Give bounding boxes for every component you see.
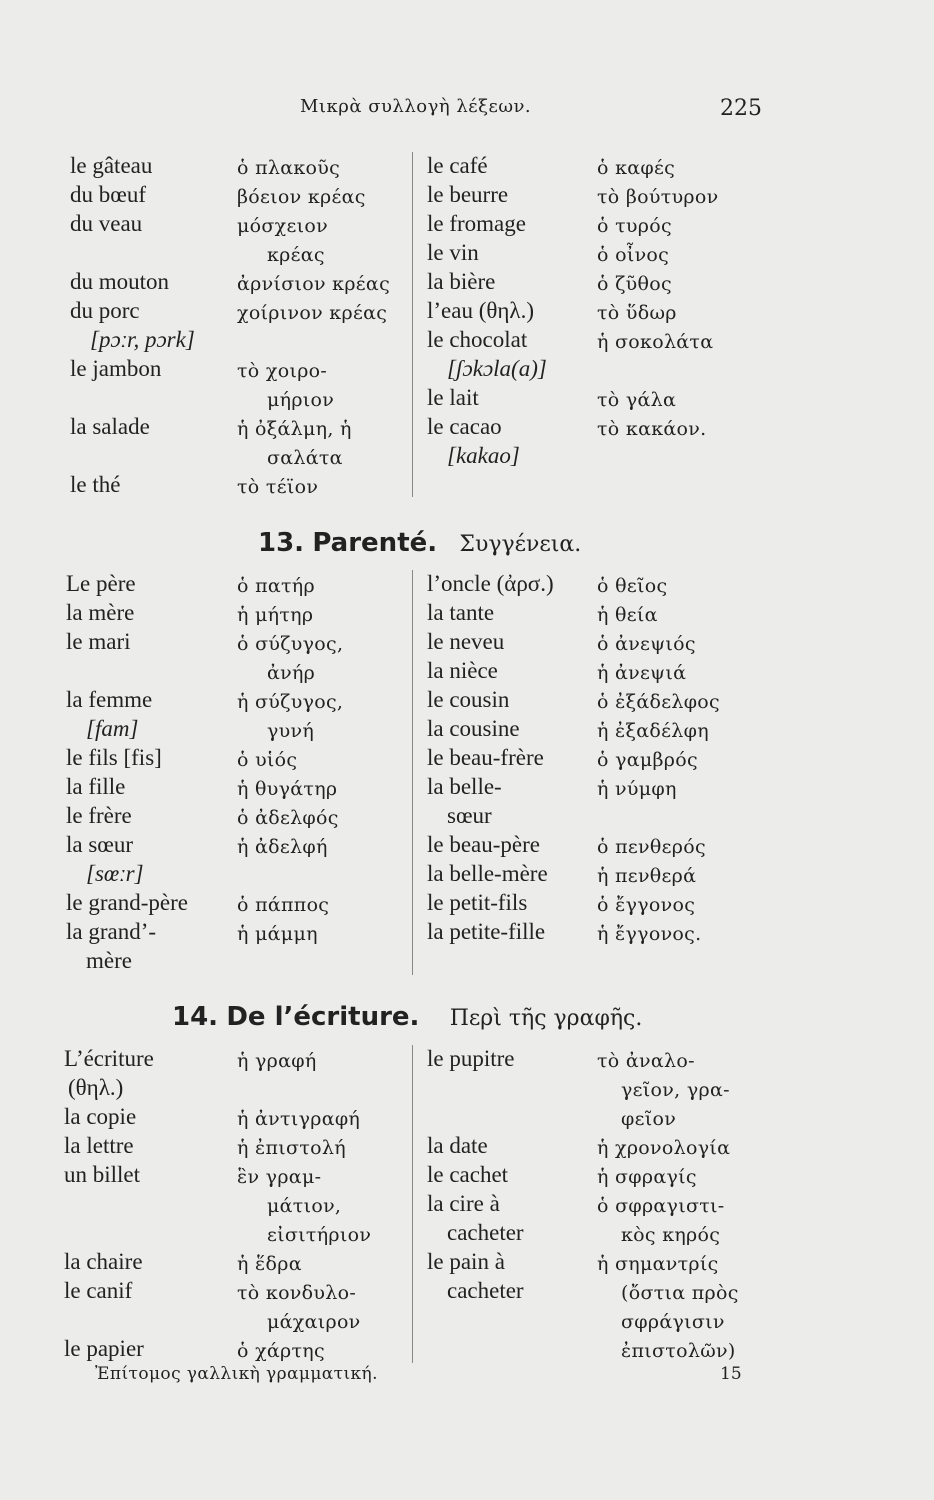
greek-translation: ἡ ἀνεψιά — [597, 662, 687, 684]
greek-translation: μάχαιρον — [267, 1311, 361, 1333]
french-term: mère — [86, 948, 132, 973]
greek-translation: ἡ σύζυγος, — [237, 691, 344, 713]
greek-translation: τὸ κονδυλο- — [237, 1282, 357, 1304]
greek-translation: ὁ οἶνος — [597, 244, 670, 266]
greek-translation: ὁ καφές — [597, 157, 676, 179]
french-term: la sœur — [66, 832, 134, 857]
greek-translation: ἡ χρονολογία — [597, 1137, 731, 1159]
section-13-heading — [258, 528, 581, 558]
french-term: la bière — [427, 269, 496, 294]
section-title: De l’écriture. — [226, 1002, 420, 1032]
french-term: le canif — [64, 1278, 133, 1303]
greek-translation: κρέας — [267, 244, 325, 266]
french-term: un billet — [64, 1162, 141, 1187]
column-divider — [412, 570, 413, 975]
greek-translation: ὁ πάππος — [237, 894, 330, 916]
french-term: l’eau (θηλ.) — [427, 298, 534, 323]
french-term: le beau-père — [427, 832, 541, 857]
greek-translation: ἓν γραμ- — [237, 1166, 322, 1188]
greek-translation: ἡ μήτηρ — [237, 604, 314, 626]
greek-translation: φεῖον — [621, 1108, 677, 1130]
greek-translation: ἡ σοκολάτα — [597, 331, 714, 353]
greek-translation: σαλάτα — [267, 447, 343, 469]
french-term: la chaire — [64, 1249, 143, 1274]
greek-translation: ἡ γραφή — [237, 1050, 317, 1072]
greek-translation: ὁ υἱός — [237, 749, 298, 771]
french-term: du porc — [70, 298, 140, 323]
french-term: le grand-père — [66, 890, 188, 915]
french-term: la tante — [427, 600, 495, 625]
footer-title: Ἐπίτομος γαλλικὴ γραμματική. — [95, 1364, 378, 1384]
greek-translation: ὁ πλακοῦς — [237, 157, 341, 179]
greek-translation: ὁ θεῖος — [597, 575, 668, 597]
greek-translation: ἡ ἐπιστολή — [237, 1137, 346, 1159]
greek-translation: ὁ ἀδελφός — [237, 807, 339, 829]
greek-translation: ὁ ζῦθος — [597, 273, 672, 295]
section-number: 14. — [172, 1002, 219, 1032]
french-term: la grand’- — [66, 919, 157, 944]
french-term: la cire à — [427, 1191, 500, 1216]
greek-translation: μάτιον, — [267, 1195, 342, 1217]
french-term: (θηλ.) — [68, 1075, 124, 1100]
french-term: le cacao — [427, 414, 502, 439]
greek-translation: ἡ ἀδελφή — [237, 836, 328, 858]
french-term: cacheter — [447, 1278, 524, 1303]
french-term: du bœuf — [70, 182, 147, 207]
french-term: le lait — [427, 385, 479, 410]
page-number: 225 — [720, 96, 762, 121]
greek-translation: ὁ πατήρ — [237, 575, 315, 597]
greek-translation: ἡ ἔγγονος. — [597, 923, 702, 945]
greek-translation: γυνή — [267, 720, 315, 742]
french-term: [kakao] — [447, 443, 520, 468]
greek-translation: τὸ γάλα — [597, 389, 677, 411]
french-term: Le père — [66, 571, 136, 596]
greek-translation: ὁ ἐξάδελφος — [597, 691, 720, 713]
french-term: l’oncle (ἀρσ.) — [427, 571, 554, 596]
greek-translation: μόσχειον — [237, 215, 328, 237]
greek-translation: ἀνήρ — [267, 662, 316, 684]
greek-translation: τὸ τέϊον — [237, 476, 319, 498]
french-term: le chocolat — [427, 327, 528, 352]
greek-translation: ὁ πενθερός — [597, 836, 706, 858]
french-term: la date — [427, 1133, 488, 1158]
section-number: 13. — [258, 528, 305, 558]
column-divider — [412, 1045, 413, 1363]
french-term: la belle- — [427, 774, 502, 799]
greek-translation: ἀρνίσιον κρέας — [237, 273, 391, 295]
greek-translation: ἡ ἀντιγραφή — [237, 1108, 361, 1130]
greek-translation: τὸ βούτυρον — [597, 186, 719, 208]
french-term: la salade — [70, 414, 150, 439]
french-term: le fromage — [427, 211, 526, 236]
greek-translation: μήριον — [267, 389, 335, 411]
french-term: le beurre — [427, 182, 509, 207]
french-term: [sœːr] — [86, 861, 144, 886]
greek-translation: τὸ ὕδωρ — [597, 302, 677, 324]
french-term: [ʃɔkɔla(a)] — [447, 356, 547, 381]
greek-translation: ὁ σύζυγος, — [237, 633, 344, 655]
french-term: le cousin — [427, 687, 510, 712]
greek-translation: εἰσιτήριον — [267, 1224, 372, 1246]
french-term: le pain à — [427, 1249, 505, 1274]
greek-translation: ἡ θυγάτηρ — [237, 778, 338, 800]
french-term: la femme — [66, 687, 153, 712]
greek-translation: τὸ κακάον. — [597, 418, 707, 440]
greek-translation: σφράγισιν — [621, 1311, 725, 1333]
french-term: le café — [427, 153, 488, 178]
french-term: le gâteau — [70, 153, 153, 178]
french-term: la mère — [66, 600, 135, 625]
french-term: la lettre — [64, 1133, 134, 1158]
greek-translation: ὁ τυρός — [597, 215, 672, 237]
french-term: le neveu — [427, 629, 505, 654]
french-term: [pɔːr, pɔrk] — [90, 327, 195, 352]
french-term: du mouton — [70, 269, 170, 294]
greek-translation: ἡ σημαντρίς — [597, 1253, 719, 1275]
greek-translation: χοίρινον κρέας — [237, 302, 388, 324]
french-term: du veau — [70, 211, 143, 236]
french-term: le thé — [70, 472, 121, 497]
french-term: le mari — [66, 629, 131, 654]
french-term: sœur — [447, 803, 492, 828]
greek-translation: (ὄστια πρὸς — [621, 1282, 739, 1304]
greek-translation: γεῖον, γρα- — [621, 1079, 730, 1101]
section-greek-title: Περὶ τῆς γραφῆς. — [449, 1006, 643, 1031]
french-term: cacheter — [447, 1220, 524, 1245]
greek-translation: ἡ θεία — [597, 604, 658, 626]
greek-translation: ὁ σφραγιστι- — [597, 1195, 725, 1217]
greek-translation: ὁ ἔγγονος — [597, 894, 696, 916]
french-term: le beau-frère — [427, 745, 544, 770]
french-term: [fam] — [86, 716, 139, 741]
greek-translation: ἡ ὀξάλμη, ἡ — [237, 418, 352, 440]
greek-translation: ὁ γαμβρός — [597, 749, 698, 771]
section-greek-title: Συγγένεια. — [459, 532, 582, 557]
greek-translation: ἡ ἐξαδέλφη — [597, 720, 709, 742]
section-14-heading — [172, 1002, 642, 1032]
greek-translation: ὁ ἀνεψιός — [597, 633, 696, 655]
french-term: le fils [fis] — [66, 745, 162, 770]
french-term: le jambon — [70, 356, 162, 381]
french-term: le cachet — [427, 1162, 509, 1187]
french-term: le pupitre — [427, 1046, 515, 1071]
greek-translation: βόειον κρέας — [237, 186, 366, 208]
greek-translation: τὸ χοιρο- — [237, 360, 328, 382]
french-term: la belle-mère — [427, 861, 548, 886]
french-term: la fille — [66, 774, 126, 799]
signature-mark: 15 — [720, 1364, 742, 1384]
greek-translation: ἡ ἕδρα — [237, 1253, 302, 1275]
greek-translation: ὁ χάρτης — [237, 1340, 325, 1362]
french-term: le papier — [64, 1336, 144, 1361]
greek-translation: ἡ μάμμη — [237, 923, 318, 945]
running-title: Μικρὰ συλλογὴ λέξεων. — [300, 96, 532, 117]
greek-translation: ἐπιστολῶν) — [621, 1340, 736, 1362]
section-title: Parenté. — [312, 528, 438, 558]
french-term: le frère — [66, 803, 132, 828]
french-term: la cousine — [427, 716, 520, 741]
french-term: la petite-fille — [427, 919, 546, 944]
greek-translation: τὸ ἀναλο- — [597, 1050, 695, 1072]
column-divider — [412, 152, 413, 497]
greek-translation: ἡ νύμφη — [597, 778, 677, 800]
greek-translation: ἡ σφραγίς — [597, 1166, 697, 1188]
french-term: le vin — [427, 240, 479, 265]
french-term: la copie — [64, 1104, 137, 1129]
greek-translation: ἡ πενθερά — [597, 865, 697, 887]
french-term: la nièce — [427, 658, 498, 683]
french-term: L’écriture — [64, 1046, 154, 1071]
greek-translation: κὸς κηρός — [621, 1224, 721, 1246]
french-term: le petit-fils — [427, 890, 528, 915]
